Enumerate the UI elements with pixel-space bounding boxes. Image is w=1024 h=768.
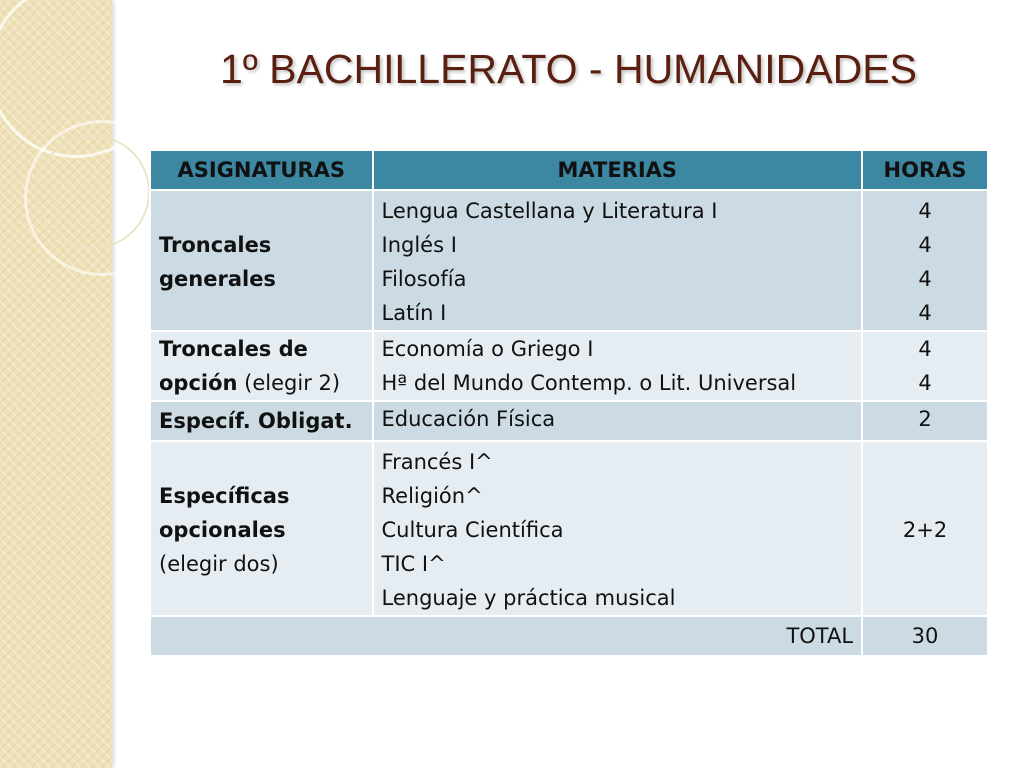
materias-cell <box>373 401 863 441</box>
horas-value: 4 <box>918 233 932 257</box>
materia-item: Lenguaje y práctica musical <box>381 586 676 610</box>
asignatura-label: opcionales <box>159 518 286 542</box>
asignatura-cell <box>150 401 373 441</box>
materia-item: TIC I^ <box>381 552 446 576</box>
materias-cell <box>373 331 863 401</box>
decorative-ring <box>36 135 150 249</box>
materia-item: Economía o Griego I <box>381 337 594 361</box>
horas-value: 4 <box>918 371 932 395</box>
subjects-table <box>149 149 989 657</box>
materia-item: Filosofía <box>381 267 467 291</box>
horas-value: 4 <box>918 337 932 361</box>
asignatura-cell <box>150 331 373 401</box>
horas-value: 4 <box>918 199 932 223</box>
horas-cell <box>862 441 988 616</box>
horas-value: 4 <box>918 267 932 291</box>
horas-value: 2+2 <box>902 518 948 542</box>
horas-value: 4 <box>918 301 932 325</box>
materias-cell <box>373 190 863 331</box>
total-row <box>150 616 988 656</box>
table-row <box>150 331 988 401</box>
asignatura-label: generales <box>159 267 276 291</box>
asignatura-label: Troncales de <box>159 337 308 361</box>
slide-title: 1º BACHILLERATO - HUMANIDADES <box>220 46 917 92</box>
materias-cell <box>373 441 863 616</box>
asignatura-label: Específ. Obligat. <box>159 409 353 433</box>
materia-item: Hª del Mundo Contemp. o Lit. Universal <box>381 371 797 395</box>
asignatura-note: (elegir dos) <box>159 552 279 576</box>
asignatura-cell <box>150 441 373 616</box>
total-label: TOTAL <box>150 616 862 656</box>
asignatura-note: (elegir 2) <box>237 371 341 395</box>
horas-cell <box>862 331 988 401</box>
table-row <box>150 190 988 331</box>
materia-item: Cultura Científica <box>381 518 564 542</box>
materia-item: Educación Física <box>381 407 556 431</box>
asignatura-cell <box>150 190 373 331</box>
table-row <box>150 441 988 616</box>
header-horas: HORAS <box>862 150 988 190</box>
table-header-row <box>150 150 988 190</box>
header-asignaturas: ASIGNATURAS <box>150 150 373 190</box>
materia-item: Religión^ <box>381 484 483 508</box>
total-value: 30 <box>862 616 988 656</box>
asignatura-label: Troncales <box>159 233 272 257</box>
asignatura-label: Específicas <box>159 484 290 508</box>
decorative-sidebar <box>0 0 112 768</box>
header-materias: MATERIAS <box>373 150 863 190</box>
asignatura-label: opción <box>159 371 238 395</box>
materia-item: Francés I^ <box>381 450 493 474</box>
materia-item: Lengua Castellana y Literatura I <box>381 199 718 223</box>
horas-cell <box>862 401 988 441</box>
table-row <box>150 401 988 441</box>
horas-cell <box>862 190 988 331</box>
materia-item: Latín I <box>381 301 447 325</box>
horas-value: 2 <box>918 407 932 431</box>
materia-item: Inglés I <box>381 233 457 257</box>
